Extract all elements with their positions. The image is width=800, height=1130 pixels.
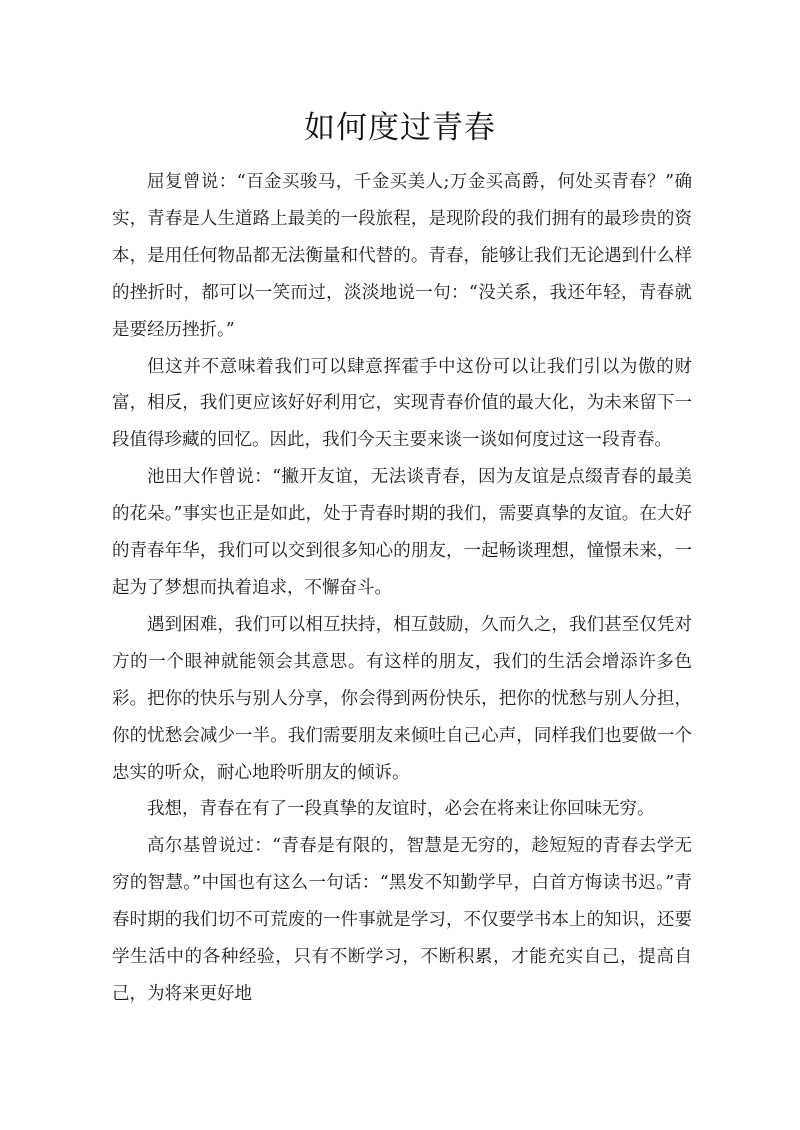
paragraph-1: 屈复曾说：“百金买骏马，千金买美人;万金买高爵，何处买青春？”确实，青春是人生道路上最美的一段旅程，是现阶段的我们拥有的最珍贵的资本，是用任何物品都无法衡量和代替的。青春，能够让我们无论遇到什么样的挫折时，都可以一笑而过，淡淡地说一句：“没关系，我还年轻，青春就是要经历挫折。” bbox=[112, 172, 692, 340]
document-body bbox=[112, 164, 692, 1013]
document-title: 如何度过青春 bbox=[304, 110, 496, 146]
paragraph-4: 遇到困难，我们可以相互扶持，相互鼓励，久而久之，我们甚至仅凭对方的一个眼神就能领会其意思。有这样的朋友，我们的生活会增添许多色彩。把你的快乐与别人分享，你会得到两份快乐，把你的忧愁与别人分担，你的忧愁会减少一半。我们需要朋友来倾吐自己心声，同样我们也要做一个忠实的听众，耐心地聆听朋友的倾诉。 bbox=[112, 614, 692, 783]
paragraph-6: 高尔基曾说过：“青春是有限的，智慧是无穷的，趁短短的青春去学无穷的智慧。”中国也有这么一句话：“黑发不知勤学早，白首方悔读书迟。”青春时期的我们切不可荒废的一件事就是学习，不仅要学书本上的知识，还要学生活中的各种经验，只有不断学习，不断积累，才能充实自己，提高自己，为将来更好地 bbox=[112, 836, 692, 1004]
paragraph-3: 池田大作曾说：“撇开友谊，无法谈青春，因为友谊是点缀青春的最美的花朵。”事实也正是如此，处于青春时期的我们，需要真挚的友谊。在大好的青春年华，我们可以交到很多知心的朋友，一起畅谈理想，憧憬未来，一起为了梦想而执着追求，不懈奋斗。 bbox=[112, 467, 692, 598]
paragraph-2: 但这并不意味着我们可以肆意挥霍手中这份可以让我们引以为傲的财富，相反，我们更应该好好利用它，实现青春价值的最大化，为未来留下一段值得珍藏的回忆。因此，我们今天主要来谈一谈如何度过这一段青春。 bbox=[112, 356, 692, 451]
paragraph-5: 我想，青春在有了一段真挚的友谊时，必会在将来让你回味无穷。 bbox=[147, 799, 655, 820]
